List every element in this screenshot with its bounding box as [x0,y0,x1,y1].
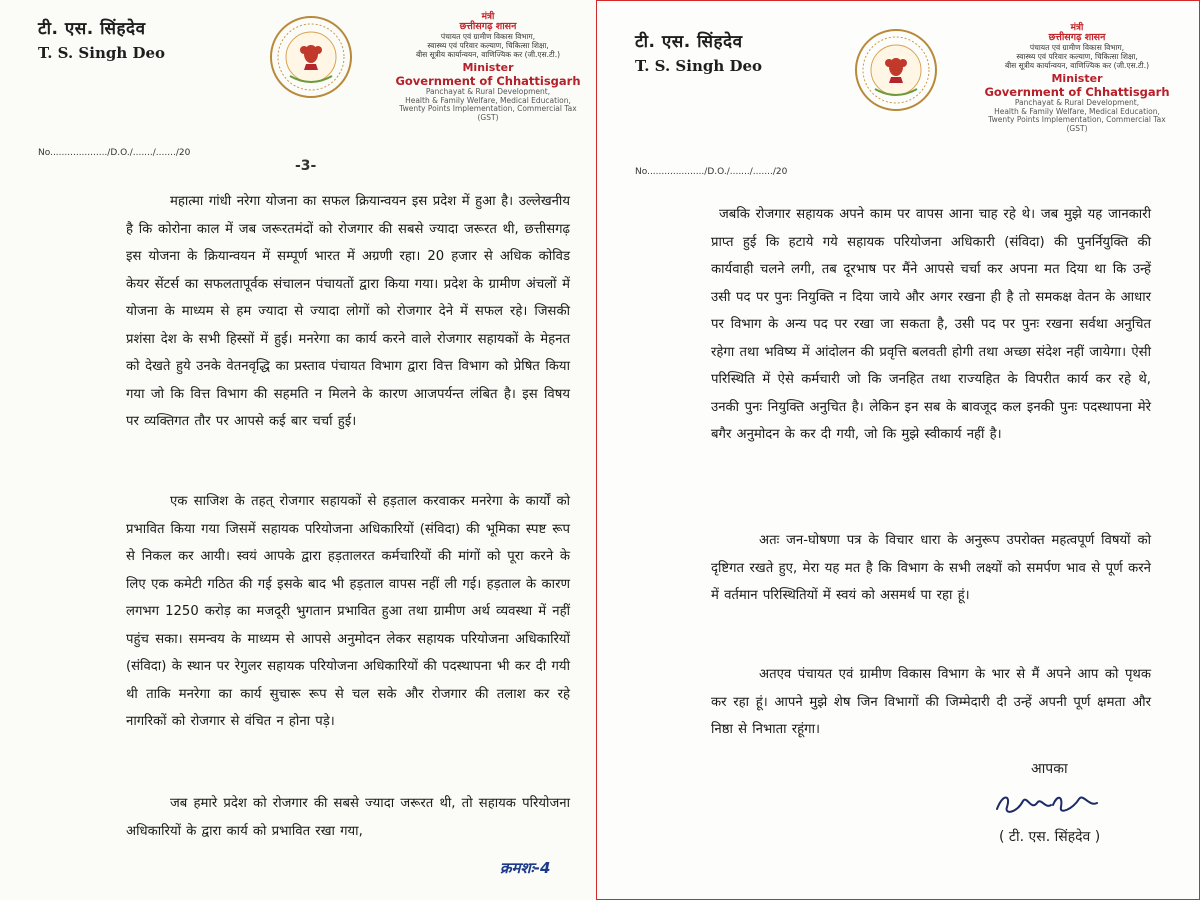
header-ministry-block [388,12,588,123]
header-dept-english-1: Panchayat & Rural Development, [425,87,551,96]
header-dept-english-2: Health & Family Welfare, Medical Education, [405,95,571,105]
page-number: -3- [295,158,317,174]
header-minister: Minister [1051,72,1103,86]
sender-name-english: T. S. Singh Deo [38,44,166,62]
header-dept-hindi-2: स्वास्थ्य एवं परिवार कल्याण, चिकित्सा शिक्षा, [1016,51,1138,61]
header-dept-hindi-1: पंचायत एवं ग्रामीण विकास विभाग, [1029,43,1125,53]
header-dept-hindi-1: पंचायत एवं ग्रामीण विकास विभाग, [440,32,536,42]
paragraph-right-3: अतएव पंचायत एवं ग्रामीण विकास विभाग के भार से मैं अपने आप को पृथक कर रहा हूं। आपने मुझे शेष जिन विभागों की जिम्मेदारी दी उन्हें अपनी पूर्ण क्षमता और निष्ठा से निभाता रहूंगा। [711,667,1151,737]
header-dept-english-1: Panchayat & Rural Development, [1014,98,1140,107]
do-number: No..................../D.O./......./......./20 [38,148,191,158]
continued-marker: क्रमशः-4 [500,859,551,877]
handwritten-signature [993,785,1103,825]
header-mantri: मंत्री [1070,23,1084,33]
state-emblem-seal-icon [853,27,939,113]
header-mantri: मंत्री [481,12,495,22]
header-dept-english-2: Health & Family Welfare, Medical Education, [994,106,1160,116]
sender-name-english: T. S. Singh Deo [635,57,763,75]
paragraph-right-1: जबकि रोजगार सहायक अपने काम पर वापस आना चाह रहे थे। जब मुझे यह जानकारी प्राप्त हुई कि हटाये गये सहायक परियोजना अधिकारी (संविदा) की पुनर्नियुक्ति की कार्यवाही चलने लगी, तब दूरभाष पर मैंने आपसे चर्चा कर अपना मत दिया था कि उन्हें उसी पद पर पुनः नियुक्ति न दिया जाये और अगर रखना ही है तो समकक्ष वेतन के आधार पर विभाग के अन्य पद पर रखा जा सकता है, उसी पद पर पुनः रखना सर्वथा अनुचित रहेगा तथा भविष्य में आंदोलन की प्रवृत्ति बलवती होगी तथा अच्छा संदेश नहीं जायेगा। ऐसी परिस्थिति में ऐसे कर्मचारी जो कि जनहित तथा राज्यहित के विपरीत कार्य कर रहे थे, उनकी पुनः नियुक्ति अनुचित है। लेकिन इन सब के बावजूद कल इनकी पुनः पदस्थापना मेरे बगैर अनुमोदन के कर दी गयी, जो कि मुझे स्वीकार्य नहीं है। [711,207,1151,442]
header-gov-english: Government of Chhattisgarh [395,73,581,88]
closing-aapka: आपका [1031,761,1068,777]
header-dept-hindi-3: बीस सूत्रीय कार्यान्वयन, वाणिज्यिक कर (जी.एस.टी.) [415,49,561,59]
header-gov-hindi: छत्तीसगढ़ शासन [459,21,517,33]
header-gov-english: Government of Chhattisgarh [984,84,1170,99]
state-emblem-seal-icon [268,14,354,100]
do-number: No..................../D.O./......./......./20 [635,167,788,177]
paragraph-right-2: अतः जन-घोषणा पत्र के विचार धारा के अनुरूप उपरोक्त महत्वपूर्ण विषयों को दृष्टिगत रखते हुए, मेरा यह मत है कि विभाग के सभी लक्ष्यों को समर्पण भाव से पूर्ण करने में वर्तमान परिस्थितियों में स्वयं को असमर्थ पा रहा हूं। [711,533,1151,603]
header-dept-english-3: Twenty Points Implementation, Commercial Tax (GST) [988,115,1166,133]
sender-name-hindi: टी. एस. सिंहदेव [38,19,146,39]
paragraph-left-3: जब हमारे प्रदेश को रोजगार की सबसे ज्यादा जरूरत थी, तो सहायक परियोजना अधिकारियों के द्वारा कार्य को प्रभावित रखा गया, [126,796,570,839]
header-dept-english-3: Twenty Points Implementation, Commercial Tax (GST) [399,104,577,122]
signatory-name: ( टी. एस. सिंहदेव ) [999,829,1101,845]
header-minister: Minister [462,61,514,75]
header-gov-hindi: छत्तीसगढ़ शासन [1048,32,1106,44]
sender-name-hindi: टी. एस. सिंहदेव [635,32,743,52]
paragraph-left-1: महात्मा गांधी नरेगा योजना का सफल क्रियान्वयन इस प्रदेश में हुआ है। उल्लेखनीय है कि कोरोना काल में जब जरूरतमंदों को रोजगार की सबसे ज्यादा जरूरत थी, छत्तीसगढ़ इस योजना के क्रियान्वयन में सम्पूर्ण भारत में अग्रणी रहा। 20 हजार से अधिक कोविड केयर सेंटर्स का सफलतापूर्वक संचालन पंचायतों द्वारा किया गया। प्रदेश के ग्रामीण अंचलों में योजना के माध्यम से हम ज्यादा से ज्यादा लोगों को रोजगार देने में सफल रहे। जिसकी प्रशंसा देश के सभी हिस्सों में हुई। मनरेगा का कार्य करने वाले रोजगार सहायकों के मेहनत को देखते हुये उनके वेतनवृद्धि का प्रस्ताव पंचायत विभाग द्वारा वित्त विभाग को प्रेषित किया गया जो कि वित्त विभाग की सहमति न मिलने के कारण आजपर्यन्त लंबित है। इस विषय पर व्यक्तिगत तौर पर आपसे कई बार चर्चा हुई। [126,194,570,429]
header-dept-hindi-3: बीस सूत्रीय कार्यान्वयन, वाणिज्यिक कर (जी.एस.टी.) [1004,60,1150,70]
letter-page-right [596,0,1200,900]
header-ministry-block [977,23,1177,134]
paragraph-left-2: एक साजिश के तहत् रोजगार सहायकों से हड़ताल करवाकर मनरेगा के कार्यों को प्रभावित किया गया जिसमें सहायक परियोजना अधिकारियों (संविदा) की भूमिका स्पष्ट रूप से निकल कर आयी। स्वयं आपके द्वारा हड़तालरत कर्मचारियों की मांगों को पूरा करने के लिए एक कमेटी गठित की गई इसके बाद भी हड़ताल वापस नहीं ली गई। हड़ताल के कारण लगभग 1250 करोड़ का मजदूरी भुगतान प्रभावित हुआ तथा ग्रामीण अर्थ व्यवस्था में नहीं पहुंच सका। समन्वय के माध्यम से आपसे अनुमोदन लेकर सहायक परियोजना अधिकारियों (संविदा) के स्थान पर रेगुलर सहायक परियोजना अधिकारियों की पदस्थापना भी कर दी गयी थी ताकि मनरेगा का कार्य सुचारू रूप से चल सके और रोजगार की तलाश कर रहे नागरिकों को रोजगार से वंचित न होना पड़े। [126,494,570,729]
header-dept-hindi-2: स्वास्थ्य एवं परिवार कल्याण, चिकित्सा शिक्षा, [427,40,549,50]
